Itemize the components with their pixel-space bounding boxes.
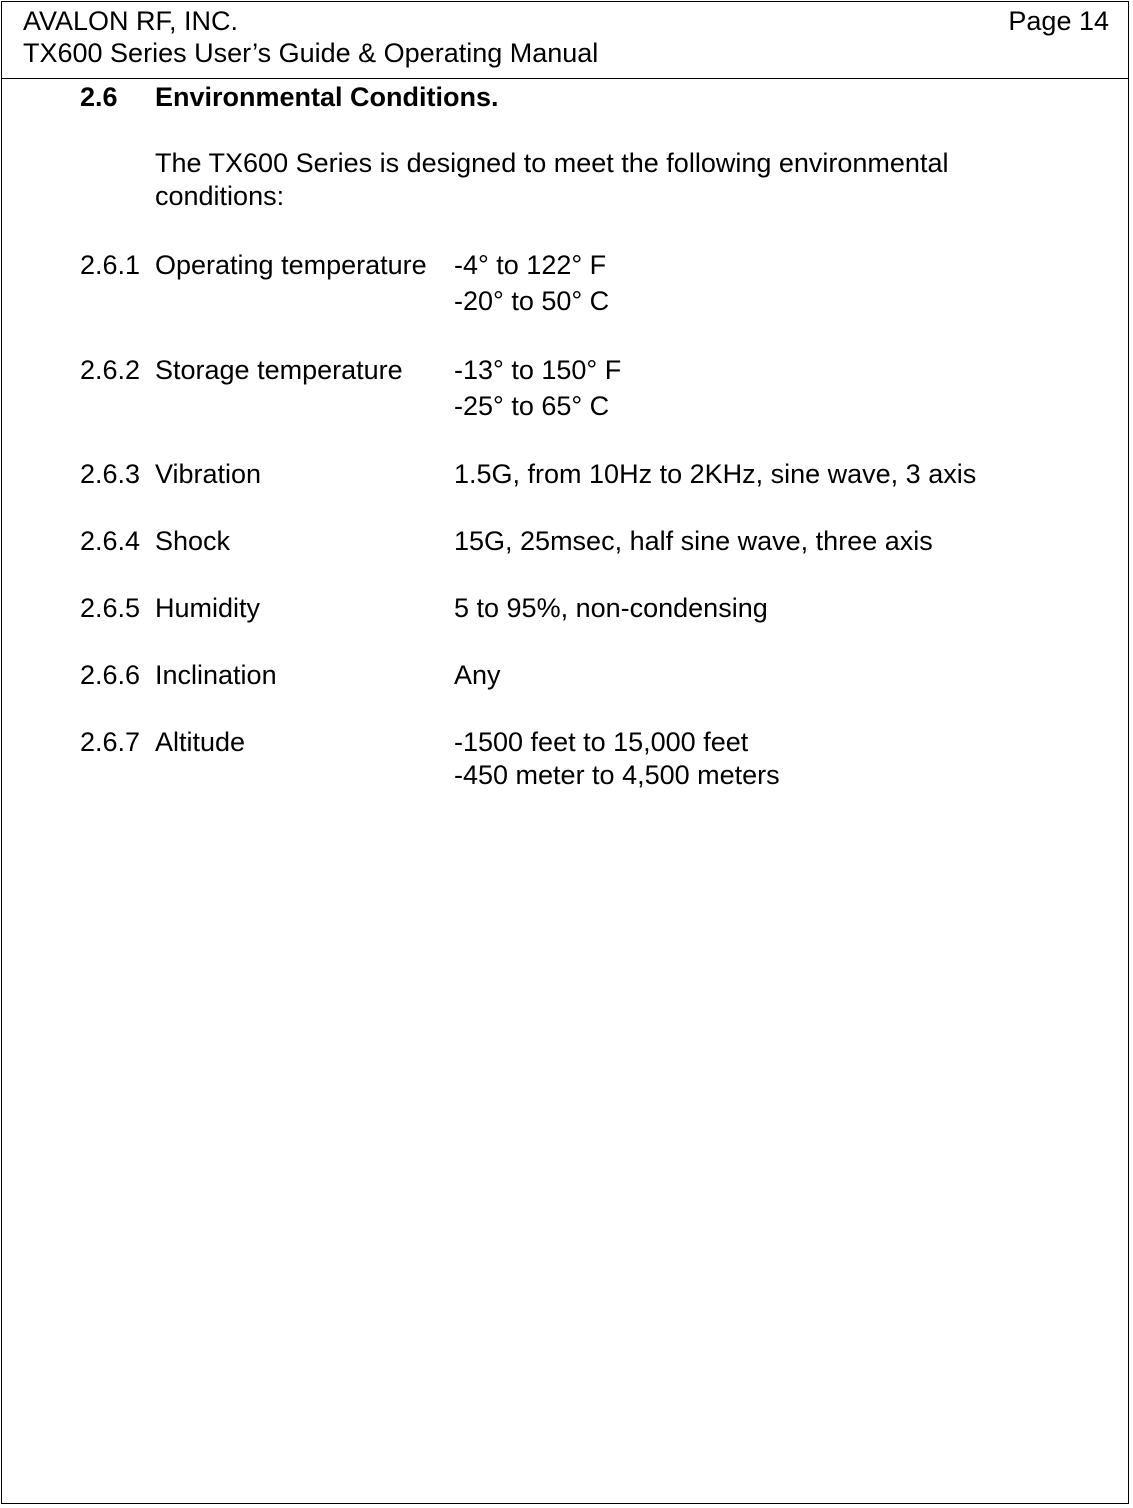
item-value: -4° to 122° F (454, 250, 607, 280)
item-number: 2.6.1 (80, 250, 141, 280)
item-value: -25° to 65° C (454, 391, 610, 421)
item-number: 2.6.3 (80, 459, 141, 489)
item-number: 2.6.4 (80, 526, 141, 556)
item-value: -450 meter to 4,500 meters (454, 760, 780, 790)
intro-line-2: conditions: (155, 181, 285, 211)
item-label: Shock (155, 526, 231, 556)
item-number: 2.6.2 (80, 355, 141, 385)
intro-line-1: The TX600 Series is designed to meet the following environmental (155, 148, 949, 178)
item-value: -20° to 50° C (454, 286, 610, 316)
item-number: 2.6.7 (80, 727, 141, 757)
item-label: Inclination (155, 660, 277, 690)
item-label: Altitude (155, 727, 246, 757)
section-number: 2.6 (80, 82, 118, 112)
item-number: 2.6.6 (80, 660, 141, 690)
item-value: Any (454, 660, 501, 690)
item-value: 15G, 25msec, half sine wave, three axis (454, 526, 933, 556)
item-value: -13° to 150° F (454, 355, 622, 385)
item-value: 5 to 95%, non-condensing (454, 593, 768, 623)
company-name: AVALON RF, INC. (23, 6, 239, 36)
item-label: Operating temperature (155, 250, 427, 280)
item-value: -1500 feet to 15,000 feet (454, 727, 749, 757)
header-divider (1, 78, 1129, 79)
item-label: Storage temperature (155, 355, 403, 385)
page-number: Page 14 (1008, 6, 1109, 36)
manual-title: TX600 Series User’s Guide & Operating Manual (23, 38, 599, 68)
item-label: Vibration (155, 459, 262, 489)
item-number: 2.6.5 (80, 593, 141, 623)
section-title: Environmental Conditions. (155, 82, 499, 112)
item-label: Humidity (155, 593, 261, 623)
item-value: 1.5G, from 10Hz to 2KHz, sine wave, 3 axis (454, 459, 977, 489)
